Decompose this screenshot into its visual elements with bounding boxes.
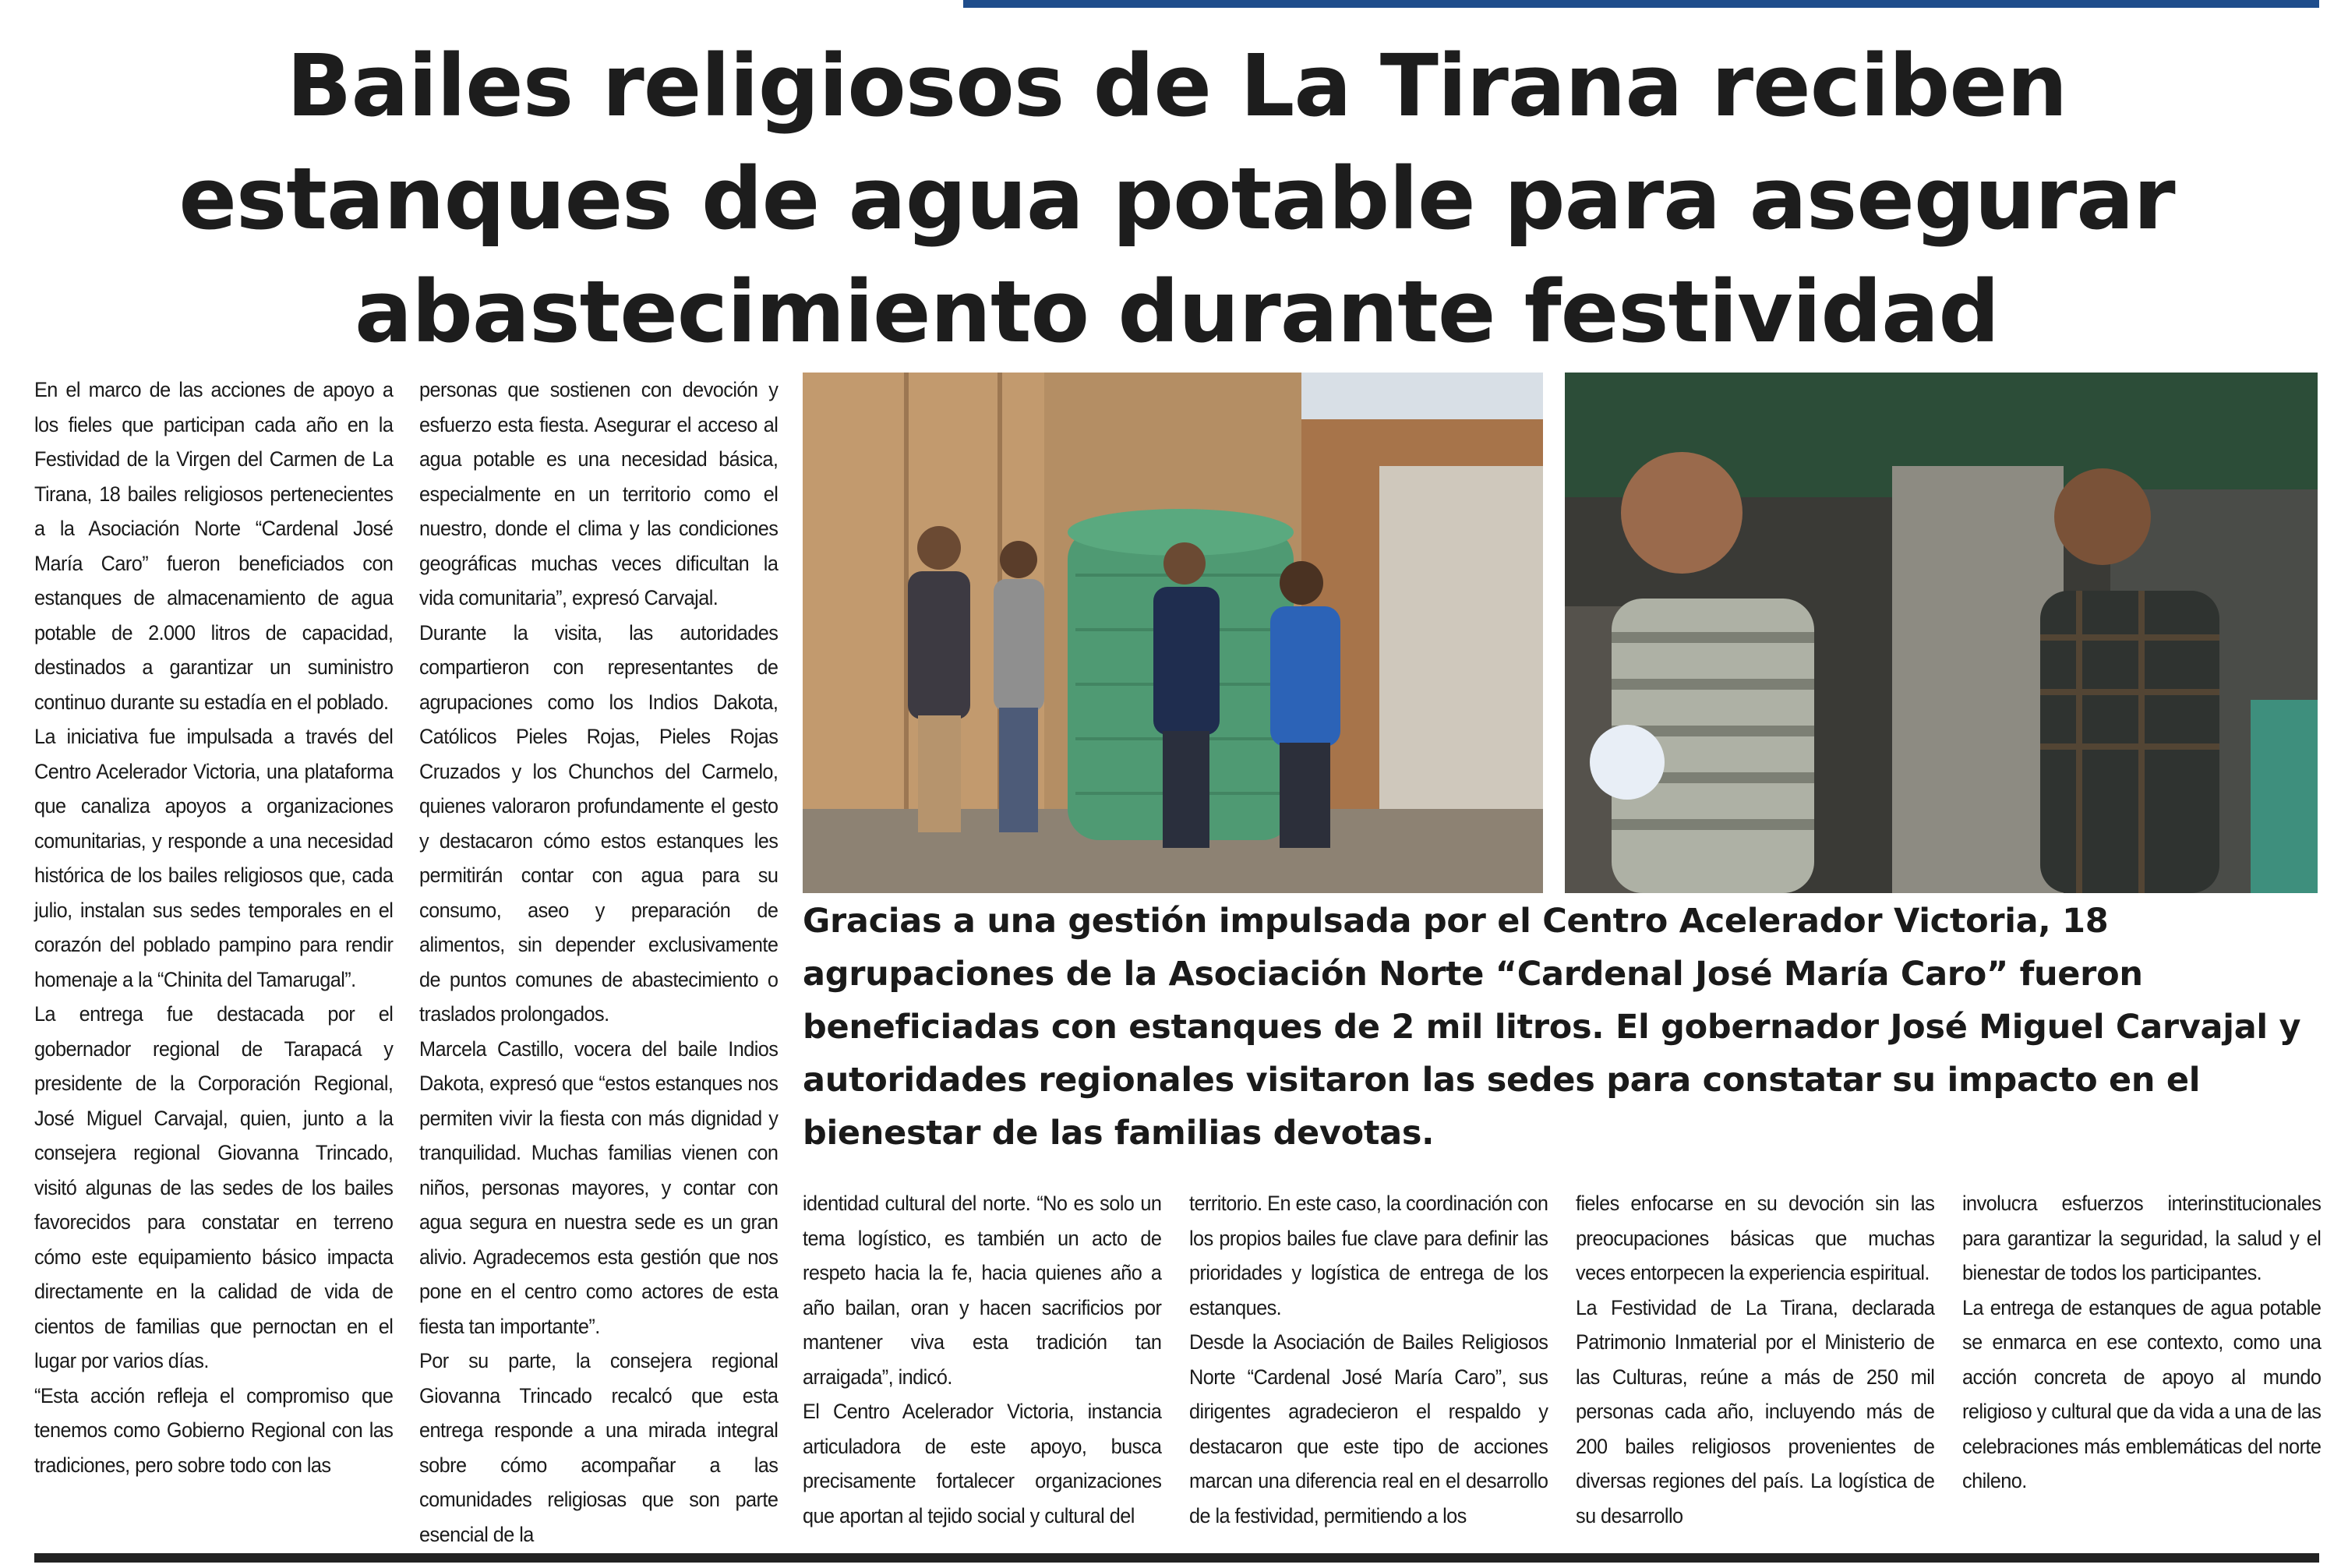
paragraph: La iniciativa fue impulsada a través del Centro Acelerador Victoria, una plataforma que canaliza apoyos a organizaciones comunitarias, y responde a una necesidad histórica de los bailes religiosos que, cada julio, instalan sus sedes temporales en el corazón del poblado pampino para rendir homenaje a la “Chinita del Tamarugal”.: [34, 724, 394, 991]
paragraph: involucra esfuerzos interinstitucionales para garantizar la seguridad, la salud y el bienestar de todos los participantes.: [1962, 1191, 2322, 1284]
paragraph: Marcela Castillo, vocera del baile Indios Dakota, expresó que “estos estanques nos permiten vivir la fiesta con más dignidad y tranquilidad. Muchas familias vienen con niños, personas mayores, y contar con agua segura en nuestra sede es un gran alivio. Agradecemos esta gestión que nos pone en el centro como actores de esta fiesta tan importante”.: [419, 1036, 779, 1338]
article-column-2: [419, 373, 778, 1552]
article-column-6: [1962, 1186, 2321, 1499]
paragraph: Durante la visita, las autoridades compartieron con representantes de agrupaciones como los Indios Dakota, Católicos Pieles Rojas, Pieles Rojas Cruzados y los Chunchos del Carmelo, quienes valoraron profundamente el gesto y destacaron cómo estos estanques les permitirán contar con agua para su consumo, aseo y preparación de alimentos, sin depender exclusivamente de puntos comunes de abastecimiento o traslados prolongados.: [419, 620, 779, 1026]
paragraph: La entrega de estanques de agua potable se enmarca en ese contexto, como una acción concreta de apoyo al mundo religioso y cultural que da vida a una de las celebraciones más emblemáticas del norte chileno.: [1962, 1294, 2322, 1492]
paragraph: El Centro Acelerador Victoria, instancia articuladora de este apoyo, busca precisamente fortalecer organizaciones que aportan al tejido social y cultural del: [803, 1399, 1162, 1527]
paragraph: personas que sostienen con devoción y esfuerzo esta fiesta. Asegurar el acceso al agua potable es una necesidad básica, especialmente en un territorio como el nuestro, donde el clima y las condiciones geográficas muchas veces dificultan la vida comunitaria”, expresó Carvajal.: [419, 377, 779, 609]
photo-group-with-water-tank: [803, 373, 1543, 893]
paragraph: La Festividad de La Tirana, declarada Patrimonio Inmaterial por el Ministerio de las Culturas, reúne a más de 250 mil personas cada año, incluyendo más de 200 bailes religiosos provenientes de diversas regiones del país. La logística de su desarrollo: [1576, 1294, 1935, 1527]
paragraph: “Esta acción refleja el compromiso que tenemos como Gobierno Regional con las tradiciones, pero sobre todo con las: [34, 1383, 394, 1477]
article-column-4: [1189, 1186, 1548, 1533]
bottom-rule: [34, 1553, 2319, 1563]
paragraph: fieles enfocarse en su devoción sin las preocupaciones básicas que muchas veces entorpecen la experiencia espiritual.: [1576, 1191, 1935, 1284]
paragraph: identidad cultural del norte. “No es solo un tema logístico, es también un acto de respeto hacia la fe, hacia quienes año a año bailan, oran y hacen sacrificios por mantener viva esta tradición tan arraigada”, indicó.: [803, 1191, 1162, 1389]
photo-caption: Gracias a una gestión impulsada por el Centro Acelerador Victoria, 18 agrupaciones de la Asociación Norte “Cardenal José María Caro” fueron beneficiadas con estanques de 2 mil litros. El gobernador José Miguel Carvajal y autoridades regionales visitaron las sedes para constatar su impacto en el bienestar de las familias devotas.: [803, 902, 2301, 1153]
paragraph: En el marco de las acciones de apoyo a los fieles que participan cada año en la Festividad de la Virgen del Carmen de La Tirana, 18 bailes religiosos pertenecientes a la Asociación Norte “Cardenal José María Caro” fueron beneficiados con estanques de almacenamiento de agua potable de 2.000 litros de capacidad, destinados a garantizar un suministro continuo durante su estadía en el poblado.: [34, 377, 394, 714]
paragraph: Por su parte, la consejera regional Giovanna Trincado recalcó que esta entrega responde a una mirada integral sobre cómo acompañar a las comunidades religiosas que son parte esencial de la: [419, 1348, 779, 1546]
photo-conversation-at-sede: [1565, 373, 2318, 893]
photo-conversation-at-sede-illustration: [1565, 373, 2318, 893]
photo-group-with-water-tank-illustration: [803, 373, 1543, 893]
paragraph: Desde la Asociación de Bailes Religiosos Norte “Cardenal José María Caro”, sus dirigentes agradecieron el respaldo y destacaron que este tipo de acciones marcan una diferencia real en el desarrollo de la festividad, permitiendo a los: [1189, 1330, 1548, 1527]
article-column-5: [1576, 1186, 1934, 1533]
top-accent-rule: [963, 0, 2319, 8]
article-column-1: [34, 373, 393, 1482]
article-column-3: [803, 1186, 1161, 1533]
headline: Bailes religiosos de La Tirana reciben estanques de agua potable para asegurar abastecimiento durante festividad: [178, 36, 2175, 362]
paragraph: territorio. En este caso, la coordinación con los propios bailes fue clave para definir las prioridades y logística de entrega de los estanques.: [1189, 1191, 1548, 1319]
paragraph: La entrega fue destacada por el gobernador regional de Tarapacá y presidente de la Corporación Regional, José Miguel Carvajal, quien, junto a la consejera regional Giovanna Trincado, visitó algunas de las sedes de los bailes favorecidos para constatar en terreno cómo este equipamiento básico impacta directamente en la calidad de vida de cientos de familias que pernoctan en el lugar por varios días.: [34, 1001, 394, 1372]
